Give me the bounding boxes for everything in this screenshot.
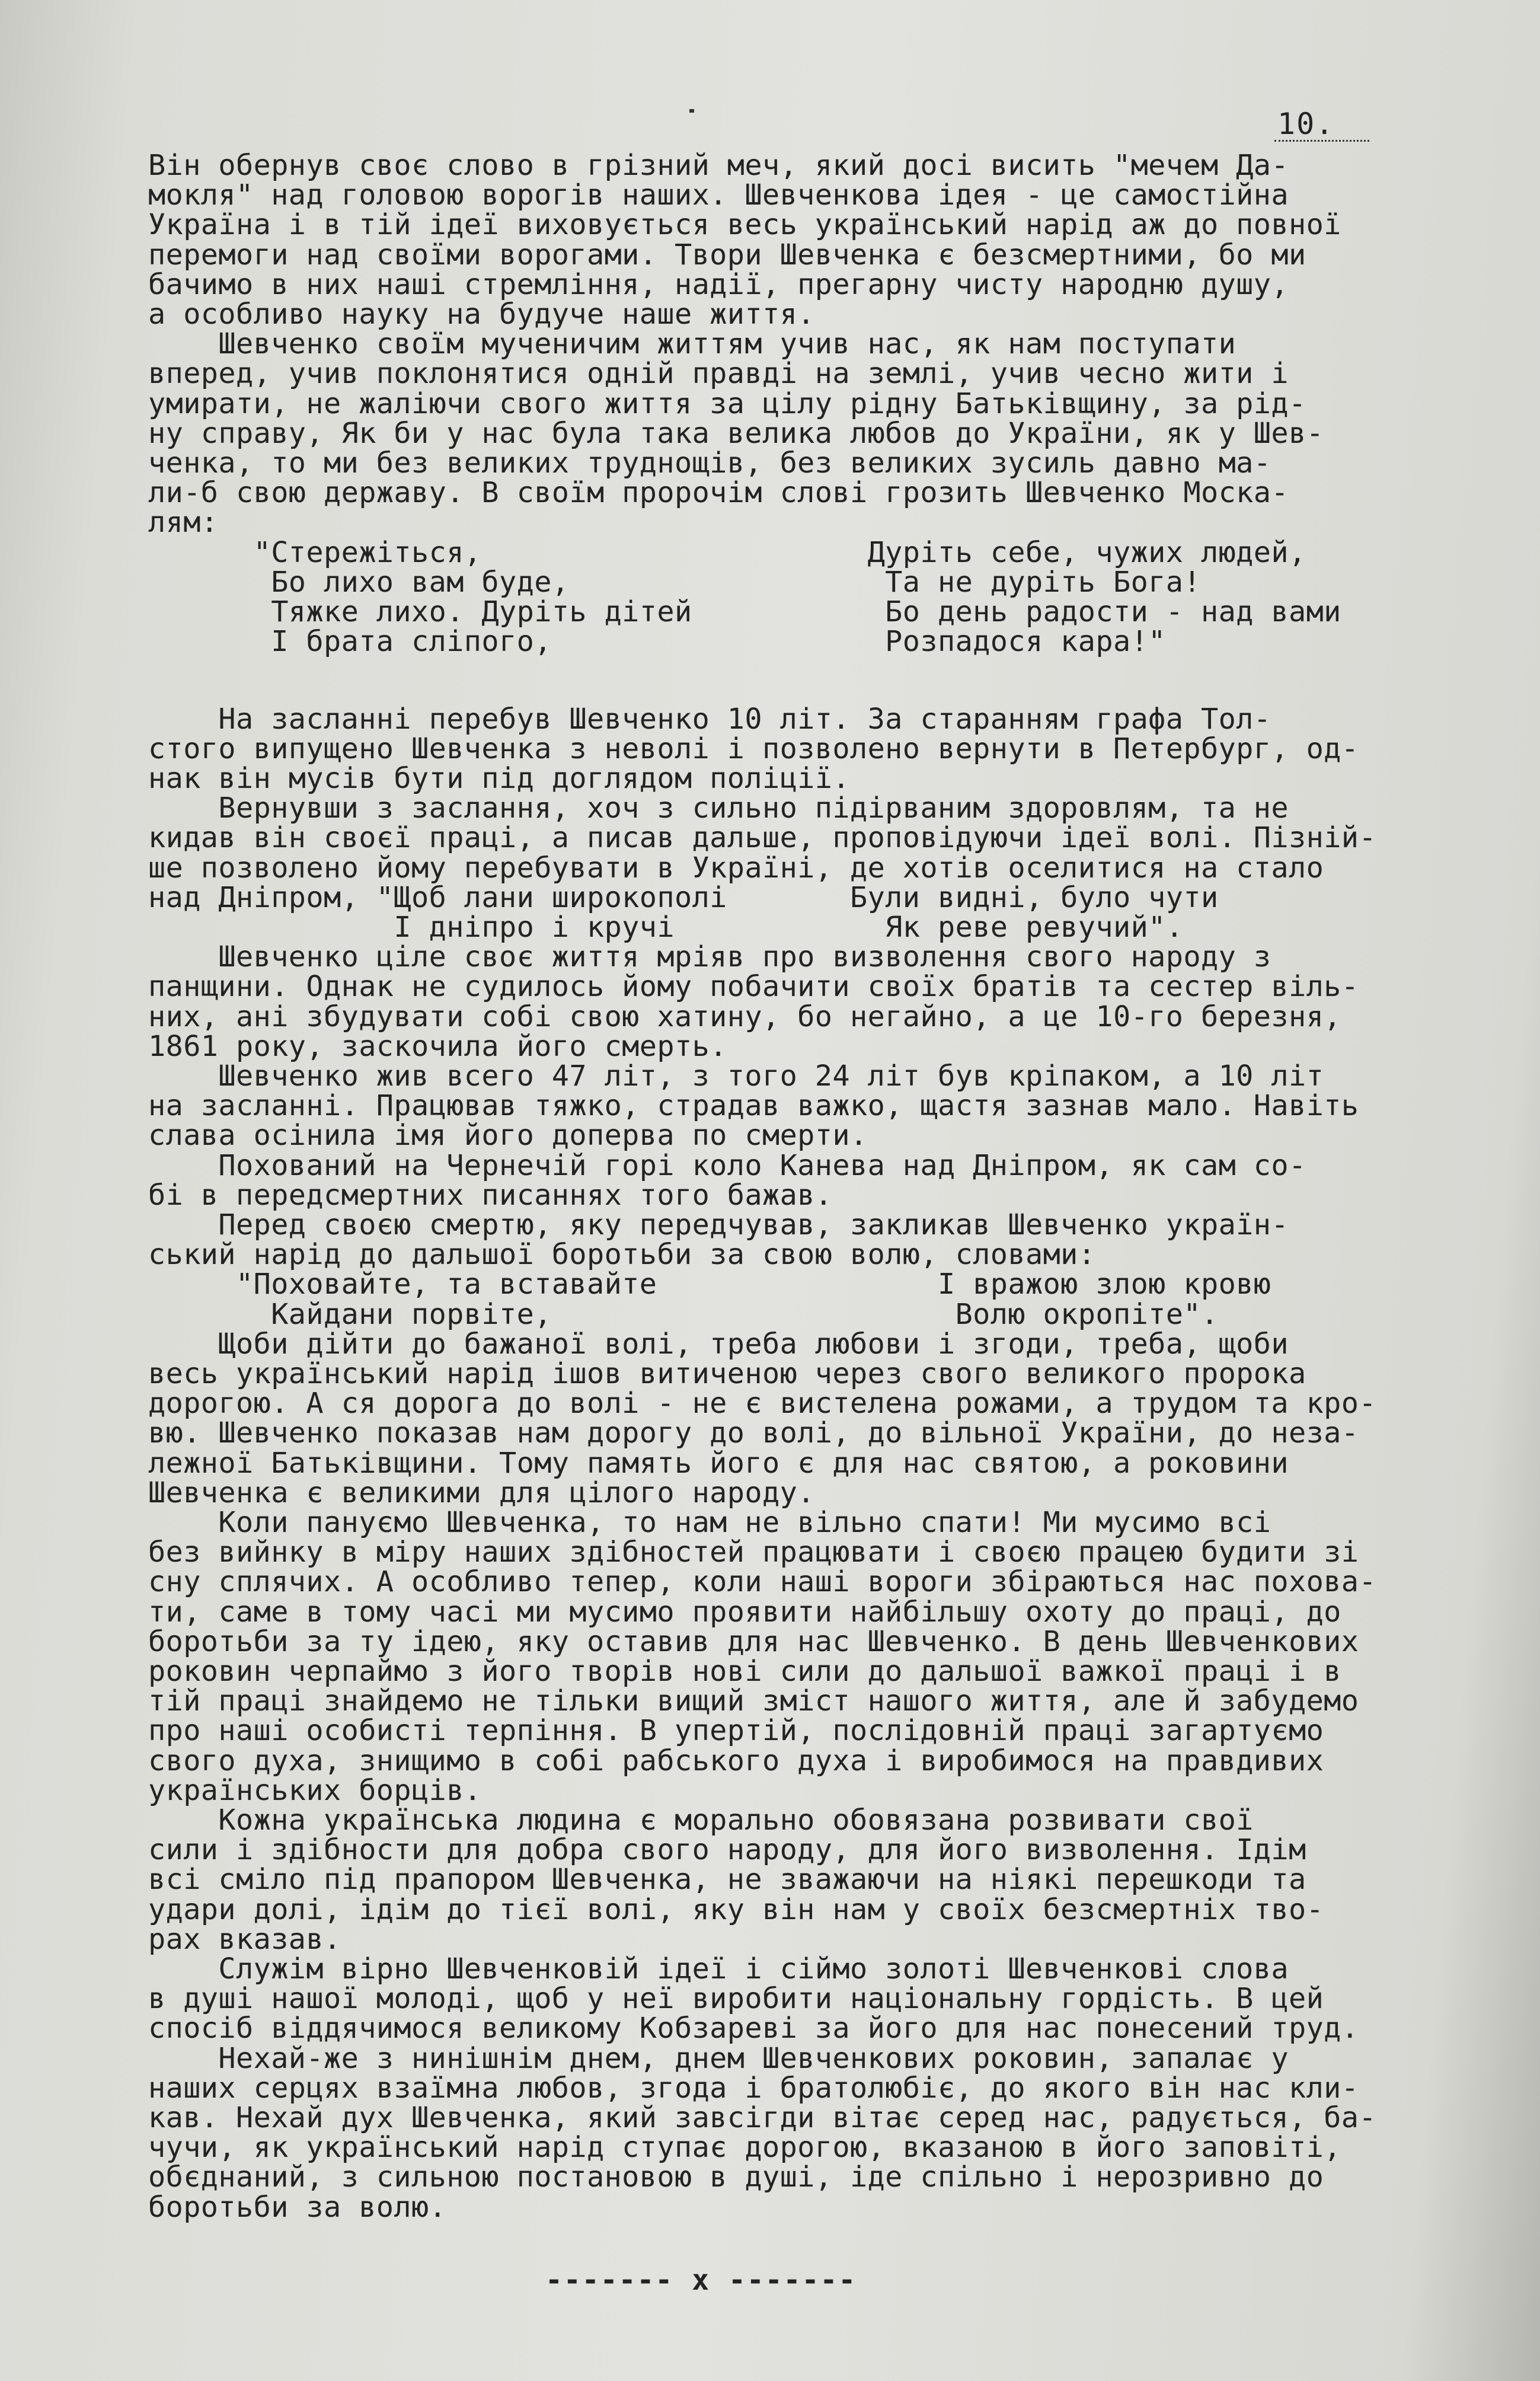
text-line: наших серцях взаїмна любов, згода і братолюбіє, до якого він нас кли- <box>148 2072 1359 2105</box>
text-line: лежної Батьківщини. Тому память його є для нас святою, а роковини <box>148 1447 1289 1480</box>
text-line: Тяжке лихо. Дуріть дітей Бо день радости - над вами <box>148 595 1341 628</box>
text-line: На засланні перебув Шевченко 10 літ. За старанням графа Тол- <box>148 703 1271 736</box>
end-separator: ------- x ------- <box>545 2264 857 2297</box>
text-line: Служім вірно Шевченковій ідеї і сіймо золоті Шевченкові слова <box>148 1952 1289 1986</box>
page-number: 10. <box>1277 107 1335 141</box>
text-line: Він обернув своє слово в грізний меч, який досі висить "мечем Да- <box>148 149 1289 182</box>
text-line: а особливо науку на будуче наше життя. <box>148 298 815 331</box>
text-line: бачимо в них наші стремління, надії, прегарну чисту народню душу, <box>148 268 1289 301</box>
text-line: Кожна українська людина є морально обовязана розвивати свої <box>148 1804 1254 1837</box>
text-line: вперед, учив поклонятися одній правді на землі, учив чесно жити і <box>148 357 1289 390</box>
text-line: стого випущено Шевченка з неволі і позволено вернути в Петербург, од- <box>148 732 1359 765</box>
text-line: Нехай-же з нинішнім днем, днем Шевченкових роковин, запалає у <box>148 2042 1289 2075</box>
text-line: ну справу, Як би у нас була така велика любов до України, як у Шев- <box>148 417 1324 450</box>
text-line: Похований на Чернечій горі коло Канева над Дніпром, як сам со- <box>148 1149 1306 1182</box>
text-line: свого духа, знищимо в собі рабського духа і виробимося на правдивих <box>148 1744 1324 1777</box>
page-number-underline <box>1274 140 1369 142</box>
text-line: боротьби за ту ідею, яку оставив для нас Шевченко. В день Шевченкових <box>148 1625 1359 1658</box>
text-line: панщини. Однак не судилось йому побачити своїх братів та сестер віль- <box>148 970 1359 1003</box>
text-line: ченка, то ми без великих труднощів, без великих зусиль давно ма- <box>148 446 1271 480</box>
text-line: сили і здібности для добра свого народу, для його визволення. Ідім <box>148 1833 1306 1866</box>
text-line: сну сплячих. А особливо тепер, коли наші вороги збіраються нас похова- <box>148 1565 1376 1598</box>
text-line: весь український нарід ішов витиченою через свого великого пророка <box>148 1357 1306 1390</box>
text-line: 1861 року, заскочила його смерть. <box>148 1030 727 1063</box>
text-line: без вийнку в міру наших здібностей працювати і своєю працею будити зі <box>148 1536 1359 1569</box>
text-line: бі в передсмертних писаннях того бажав. <box>148 1179 833 1212</box>
text-line: Шевченко своїм мученичим життям учив нас, як нам поступати <box>148 327 1237 360</box>
text-line: дорогою. А ся дорога до волі - не є вистелена рожами, а трудом та кро- <box>148 1387 1376 1420</box>
text-line: обєднаний, з сильною постановою в душі, іде спільно і нерозривно до <box>148 2160 1324 2194</box>
text-line: українських борців. <box>148 1774 482 1807</box>
text-line: ли-б свою державу. В своїм пророчім слові грозить Шевченко Москa- <box>148 476 1289 509</box>
text-line: над Дніпром, "Щоб лани широкополі Були видні, було чути <box>148 881 1219 914</box>
text-line: Вернувши з заслання, хоч з сильно підірваним здоровлям, та не <box>148 791 1289 825</box>
text-line: в душі нашої молоді, щоб у неї виробити національну гордість. В цей <box>148 1982 1324 2015</box>
text-line: кав. Нехай дух Шевченка, який завсігди вітає серед нас, радується, ба- <box>148 2101 1376 2134</box>
text-line: кидав він своєї праці, а писав дальше, проповідуючи ідеї волі. Пізній- <box>148 821 1376 854</box>
text-line: Щоби дійти до бажаної волі, треба любови і згоди, треба, щоби <box>148 1327 1289 1361</box>
text-line: "Поховайте, та вставайте І вражою злою кровю <box>148 1268 1271 1301</box>
text-line: Кайдани порвіте, Волю окропіте". <box>148 1298 1219 1331</box>
text-line: нак він мусів бути під доглядом поліції. <box>148 762 850 795</box>
text-line: удари долі, ідім до тієї волі, яку він нам у своїх безсмертніх тво- <box>148 1893 1324 1926</box>
text-line: ше позволено йому перебувати в Україні, де хотів оселитися на стало <box>148 851 1324 885</box>
text-line: спосіб віддячимося великому Кобзареві за його для нас понесений труд. <box>148 2012 1359 2045</box>
text-line: "Стережіться, Дуріть себе, чужих людей, <box>148 536 1306 569</box>
text-line: І дніпро і кручі Як реве ревучий". <box>148 911 1184 944</box>
text-line: Коли пануємо Шевченка, то нам не вільно спати! Ми мусимо всі <box>148 1506 1271 1539</box>
text-line: всі сміло під прапором Шевченка, не зважаючи на ніякі перешкоди та <box>148 1863 1306 1896</box>
text-line: роковин черпаймо з його творів нові сили до дальшої важкої праці і в <box>148 1655 1341 1688</box>
text-line: про наші особисті терпіння. В упертій, послідовній праці загартуємо <box>148 1714 1324 1747</box>
text-line: вю. Шевченко показав нам дорогу до волі, до вільної України, до неза- <box>148 1416 1359 1450</box>
text-line: перемоги над своїми ворогами. Твори Шевченка є безсмертними, бо ми <box>148 238 1306 272</box>
text-line: мокля" над головою ворогів наших. Шевченкова ідея - це самостійна <box>148 178 1289 212</box>
text-line: ський нарід до дальшої боротьби за свою волю, словами: <box>148 1238 1096 1271</box>
text-line: чучи, як український нарід ступає дорогою, вказаною в його заповіті, <box>148 2131 1341 2164</box>
text-line: Перед своєю смертю, яку передчував, закликав Шевченко україн- <box>148 1208 1289 1241</box>
text-line: Бо лихо вам буде, Та не дуріть Бога! <box>148 566 1201 599</box>
text-line: них, ані збудувати собі свою хатину, бо негайно, а це 10-го березня, <box>148 1000 1341 1033</box>
text-line: Шевченка є великими для цілого народу. <box>148 1476 815 1509</box>
text-line: Шевченко ціле своє життя мріяв про визволення свого народу з <box>148 940 1271 974</box>
text-line: лям: <box>148 506 219 539</box>
text-line: І брата сліпого, Розпадося кара!" <box>148 625 1166 658</box>
text-line: Шевченко жив всего 47 літ, з того 24 літ був кріпаком, а 10 літ <box>148 1059 1324 1093</box>
text-line: ти, саме в тому часі ми мусимо проявити найбільшу охоту до праці, до <box>148 1595 1341 1629</box>
text-line: тій праці знайдемо не тільки вищий зміст нашого життя, але й забудемо <box>148 1684 1359 1718</box>
punch-mark <box>689 109 694 113</box>
text-line: боротьби за волю. <box>148 2191 447 2224</box>
text-line: слава осінила імя його доперва по смерти. <box>148 1119 868 1152</box>
text-line: умирати, не жаліючи свого життя за цілу рідну Батьківщину, за рід- <box>148 387 1306 420</box>
text-line: рах вказав. <box>148 1923 341 1956</box>
text-line: Україна і в тій ідеї виховується весь український нарід аж до повної <box>148 208 1341 241</box>
text-line: на засланні. Працював тяжко, страдав важко, щастя зазнав мало. Навіть <box>148 1089 1359 1122</box>
